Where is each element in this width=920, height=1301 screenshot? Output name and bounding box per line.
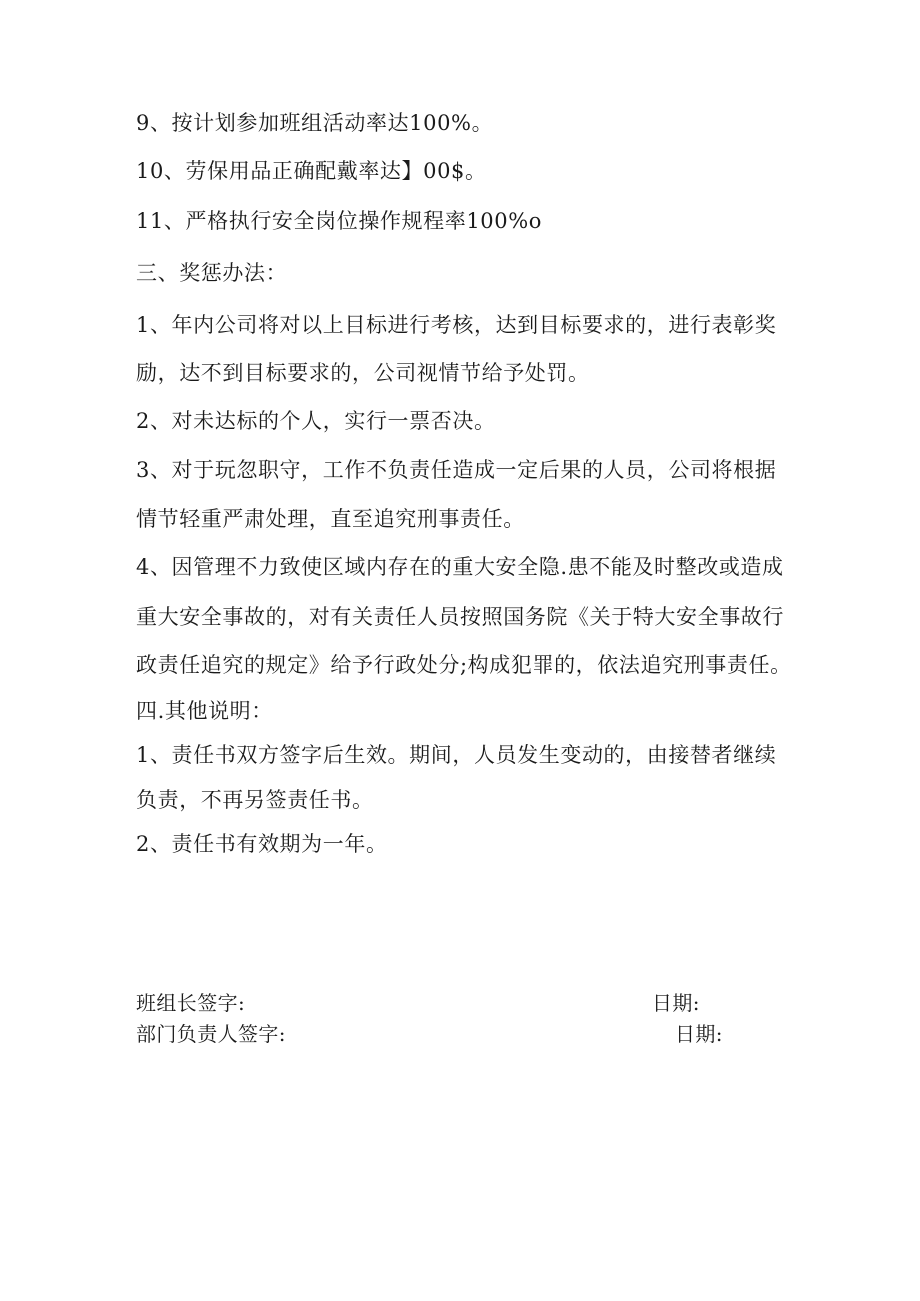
section-heading-rewards: 三、奖惩办法： xyxy=(136,261,288,285)
rewards-paragraph-4-line-1: 4、因管理不力致使区域内存在的重大安全隐.患不能及时整改或造成 xyxy=(136,555,784,579)
team-leader-signature-label: 班组长签字: xyxy=(136,991,246,1015)
rewards-paragraph-4-line-2: 重大安全事故的，对有关责任人员按照国务院《关于特大安全事故行 xyxy=(136,605,784,629)
rewards-paragraph-3-line-1: 3、对于玩忽职守，工作不负责任造成一定后果的人员，公司将根据 xyxy=(136,458,777,482)
section-heading-other: 四.其他说明： xyxy=(136,699,273,723)
target-item-10: 10、劳保用品正确配戴率达】00$。 xyxy=(136,159,487,183)
rewards-paragraph-2: 2、对未达标的个人，实行一票否决。 xyxy=(136,409,496,433)
rewards-paragraph-1-line-1: 1、年内公司将对以上目标进行考核，达到目标要求的，进行表彰奖 xyxy=(136,313,777,337)
dept-head-date-label: 日期: xyxy=(675,1022,723,1046)
team-leader-date-label: 日期: xyxy=(652,991,700,1015)
other-paragraph-1-line-1: 1、责任书双方签字后生效。期间，人员发生变动的，由接替者继续 xyxy=(136,743,777,767)
dept-head-signature-label: 部门负责人签字: xyxy=(136,1022,286,1046)
other-paragraph-2: 2、责任书有效期为一年。 xyxy=(136,832,388,856)
rewards-paragraph-3-line-2: 情节轻重严肃处理，直至追究刑事责任。 xyxy=(136,507,525,531)
rewards-paragraph-1-line-2: 励，达不到目标要求的，公司视情节给予处罚。 xyxy=(136,361,590,385)
rewards-paragraph-4-line-3: 政责任追究的规定》给予行政处分;构成犯罪的，依法追究刑事责任。 xyxy=(136,653,792,677)
target-item-9: 9、按计划参加班组活动率达100%。 xyxy=(136,111,494,135)
other-paragraph-1-line-2: 负责，不再另签责任书。 xyxy=(136,788,374,812)
target-item-11: 11、严格执行安全岗位操作规程率100%o xyxy=(136,209,542,233)
